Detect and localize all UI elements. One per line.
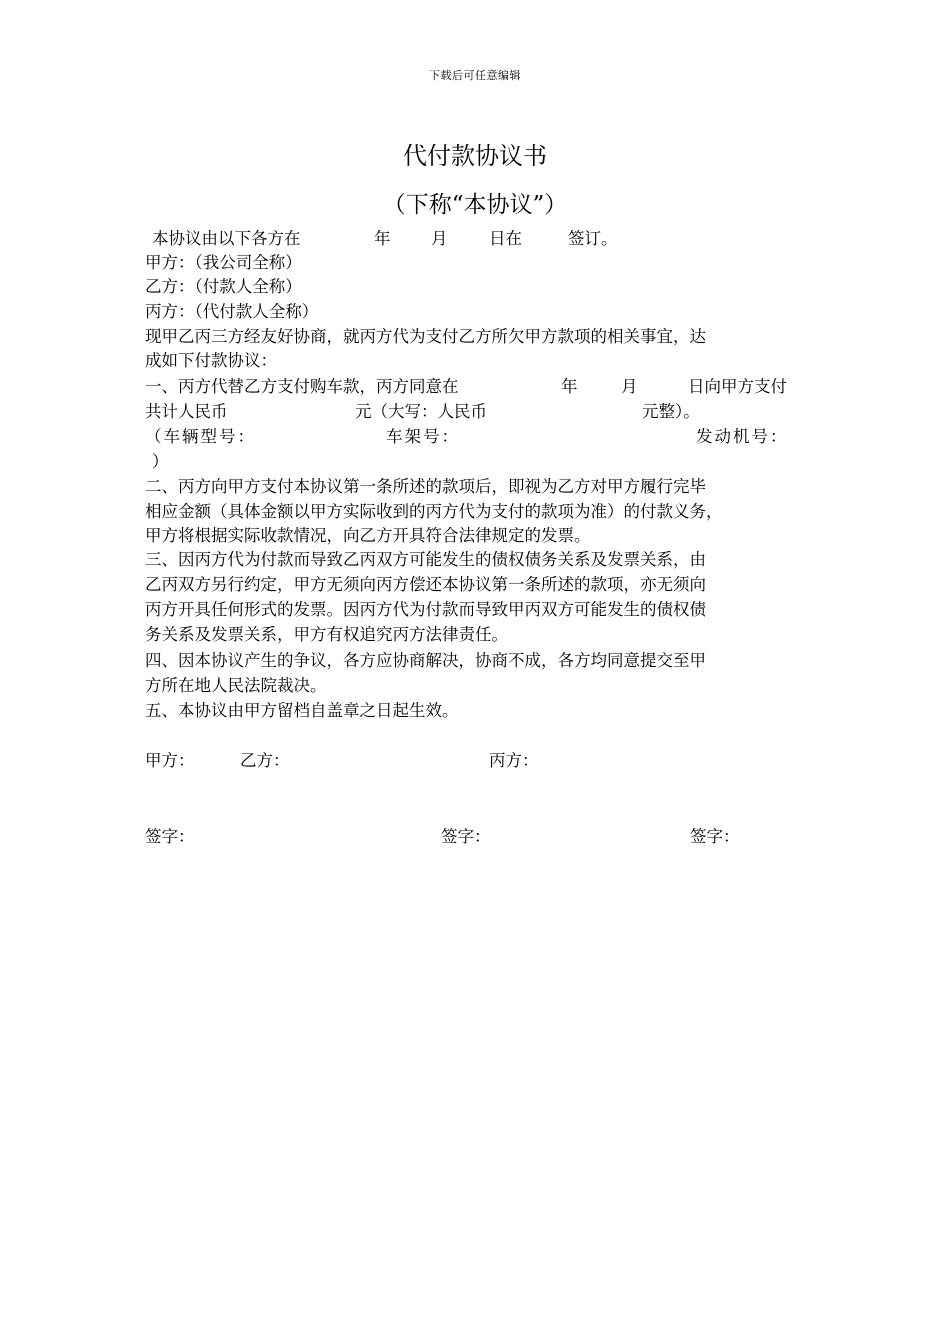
party-bing: 丙方：（代付款人全称） xyxy=(145,302,319,321)
document-subtitle: （下称“本协议”） xyxy=(382,192,568,218)
signature-label: 签字： xyxy=(690,827,740,846)
preamble-line: 现甲乙丙三方经友好协商，就丙方代为支付乙方所欠甲方款项的相关事宜，达 xyxy=(145,327,706,346)
document-title: 代付款协议书 xyxy=(403,142,547,170)
clause2-line: 相应金额（具体金额以甲方实际收到的丙方代为支付的款项为准）的付款义务， xyxy=(145,502,723,521)
frame-no-label: 车架号： xyxy=(386,427,460,446)
clause4-line: 四、因本协议产生的争议，各方应协商解决，协商不成，各方均同意提交至甲 xyxy=(145,651,706,670)
clause1-yuan: 元（大写：人民币 xyxy=(355,402,487,421)
party-yi: 乙方：（付款人全称） xyxy=(145,277,302,296)
clause3-line: 丙方开具任何形式的发票。因丙方代为付款而导致甲丙双方可能发生的债权债 xyxy=(145,600,706,619)
sign-party-bing: 丙方： xyxy=(489,751,539,770)
clause1-month: 月 xyxy=(621,377,638,396)
clause1-text: 一、丙方代替乙方支付购车款，丙方同意在 xyxy=(145,377,459,396)
clause4-line: 方所在地人民法院裁决。 xyxy=(145,676,327,695)
header-note: 下载后可任意编辑 xyxy=(429,69,521,82)
signature-label: 签字： xyxy=(145,827,195,846)
preamble-line: 成如下付款协议： xyxy=(145,351,277,370)
intro-month: 月 xyxy=(431,229,448,248)
clause3-line: 务关系及发票关系，甲方有权追究丙方法律责任。 xyxy=(145,625,508,644)
clause1-year: 年 xyxy=(561,377,578,396)
signature-label: 签字： xyxy=(441,827,491,846)
clause2-line: 二、丙方向甲方支付本协议第一条所述的款项后，即视为乙方对甲方履行完毕 xyxy=(145,477,706,496)
intro-text: 本协议由以下各方在 xyxy=(152,229,301,248)
intro-year: 年 xyxy=(374,229,391,248)
party-jia: 甲方：（我公司全称） xyxy=(145,253,302,272)
clause1-yuan-full: 元整）。 xyxy=(642,402,700,421)
clause1-close: ） xyxy=(152,452,169,471)
sign-party-jia: 甲方： xyxy=(145,751,195,770)
clause2-line: 甲方将根据实际收款情况，向乙方开具符合法律规定的发票。 xyxy=(145,526,591,545)
intro-day: 日在 xyxy=(489,229,522,248)
intro-signed: 签订。 xyxy=(568,229,618,248)
clause5-line: 五、本协议由甲方留档自盖章之日起生效。 xyxy=(145,701,459,720)
sign-party-yi: 乙方： xyxy=(240,751,290,770)
engine-no-label: 发动机号： xyxy=(696,427,789,446)
vehicle-model-label: （车辆型号： xyxy=(145,427,256,446)
clause3-line: 三、因丙方代为付款而导致乙丙双方可能发生的债权债务关系及发票关系，由 xyxy=(145,550,706,569)
clause1-day-rest: 日向甲方支付 xyxy=(688,377,787,396)
clause3-line: 乙丙双方另行约定，甲方无须向丙方偿还本协议第一条所述的款项，亦无须向 xyxy=(145,575,706,594)
clause1-total: 共计人民币 xyxy=(145,402,228,421)
